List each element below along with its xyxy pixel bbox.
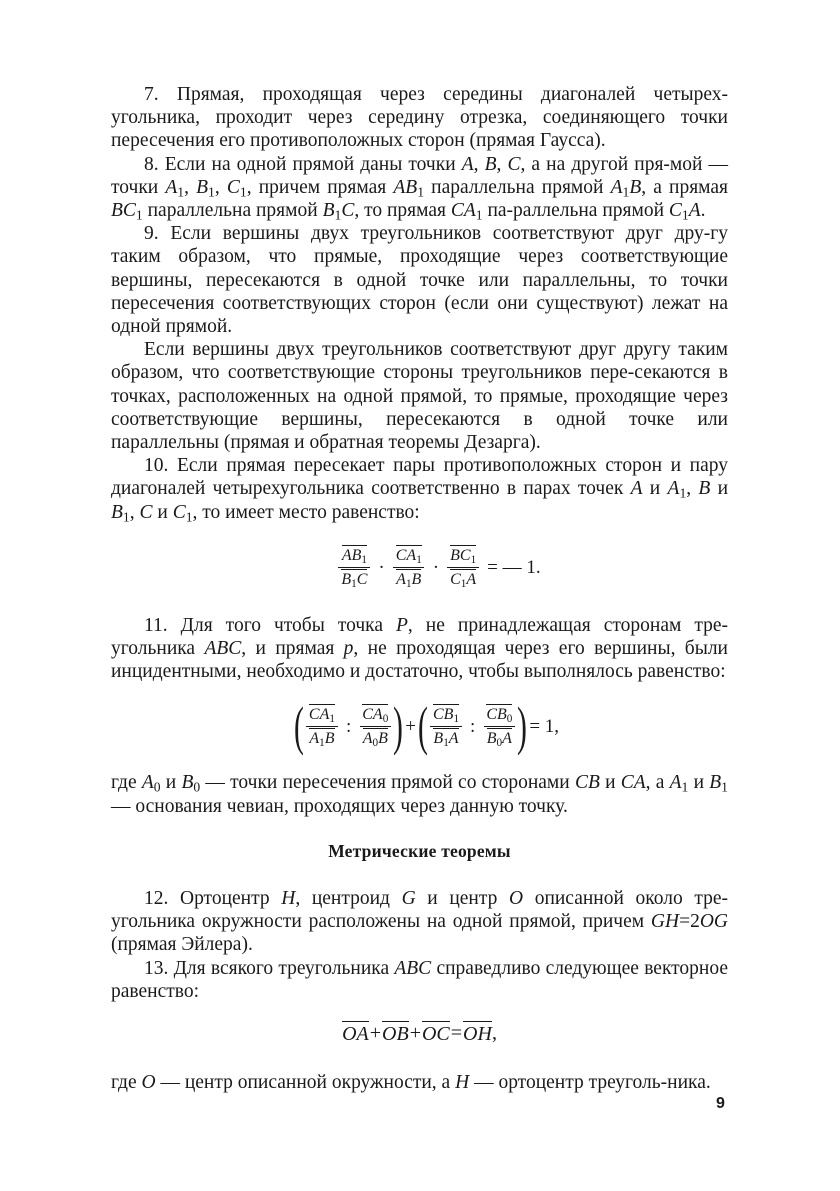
theorem-9-converse: Если вершины двух треугольников соответствуют друг другу таким образом, что соответствующие стороны треугольников пере-секаются в точках, расположенных на одной прямой, то прямые, проходящие через соответствующие вершины, пересекаются в одной точке или параллельны (прямая и обратная теоремы Дезарга).	[111, 339, 728, 454]
theorem-11-note: где $A_0$ и $B_0$ — точки пересечения прямой со сторонами CB и CA, а $A_1$ и $B_1$ — основания чевиан, проходящих через данную точку.	[111, 772, 728, 817]
theorem-7: 7. Прямая, проходящая через середины диагоналей четырех-угольника, проходит через середину отрезка, соединяющего точки пересечения его противоположных сторон (прямая Гаусса).	[111, 84, 728, 152]
theorem-13-note: где O — центр описанной окружности, а H — ортоцентр треуголь-ника.	[111, 1072, 711, 1094]
theorem-13: 13. Для всякого треугольника ABC справедливо следующее векторное равенство:	[111, 957, 729, 1002]
theorem-12: 12. Ортоцентр H, центроид G и центр O описанной около тре-угольника окружности расположены на одной прямой, причем GH=2OG (прямая Эйлера).	[111, 888, 728, 956]
equation-10: $\frac{AB_1}{B_1C}$ · $\frac{CA_1}{A_1B}$ · $\frac{BC_1}{C_1A}$ = — 1.	[111, 542, 728, 594]
equation-11: ( $\frac{CA_1}{A_1B}$ : $\frac{CA_0}{A_0B}$ ) + ( $\frac{CB_1}{B_1A}$ : $\frac{CB_0}{B_0A}$ ) = 1,	[293, 696, 560, 757]
equation-13: OA + OB + OC = OH ,	[342, 1022, 497, 1046]
theorem-11: 11. Для того чтобы точка P, не принадлежащая сторонам тре-угольника ABC, и прямая p, не проходящая через его вершины, были инцидентными, необходимо и достаточно, чтобы выполнялось равенство:	[111, 614, 728, 683]
page-number: 9	[716, 1095, 725, 1112]
page-body	[111, 83, 728, 1094]
section-title: Метрические теоремы	[328, 840, 511, 861]
theorem-10: 10. Если прямая пересекает пары противоположных сторон и пару диагоналей четырехугольника соответственно в парах точек A и $A_1$, B и $B_1$, C и $C_1$, то имеет место равенство:	[111, 455, 729, 525]
theorem-8: 8. Если на одной прямой даны точки A, B, C, а на другой пря-мой — точки $A_1$, $B_1$, $C_1$, причем прямая $AB_1$ параллельна прямой $A_1B$, а прямая $BC_1$ параллельна прямой $B_1C$, то прямая $CA_1$ па-раллельна прямой $C_1A$.	[111, 153, 729, 223]
theorem-9: 9. Если вершины двух треугольников соответствуют друг дру-гу таким образом, что прямые, проходящие через соответствующие вершины, пересекаются в одной точке или параллельны, то точки пересечения соответствующих сторон (если они существуют) лежат на одной прямой.	[111, 223, 728, 338]
